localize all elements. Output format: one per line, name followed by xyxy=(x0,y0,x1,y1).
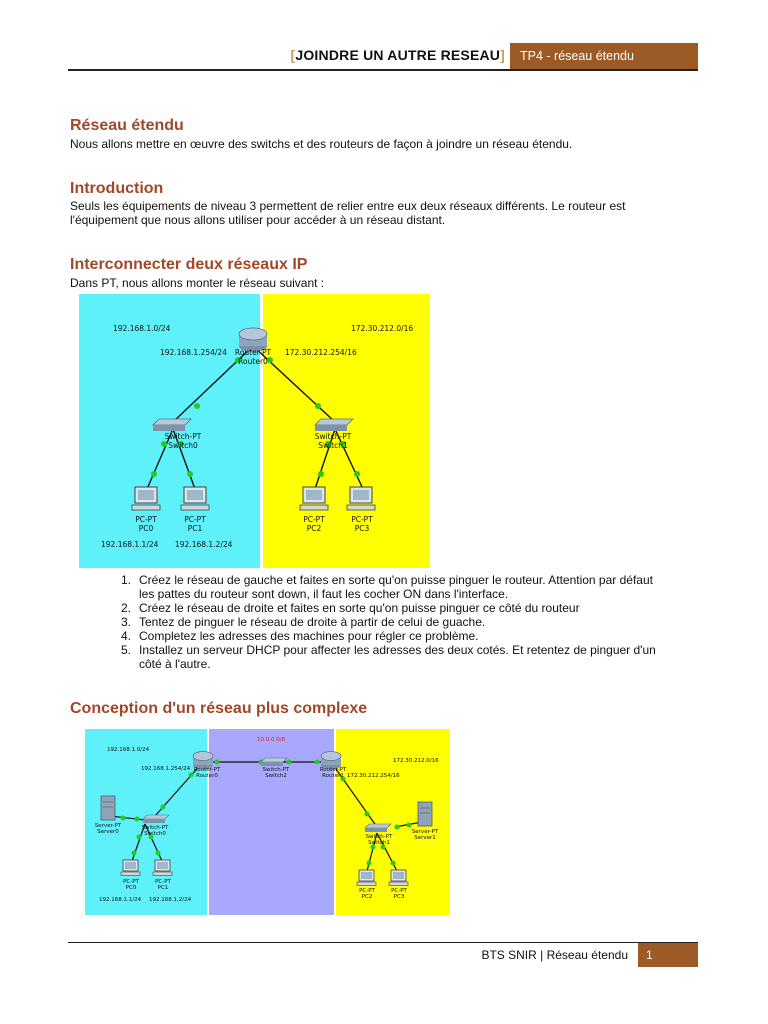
switch1-type-label: Switch-PT xyxy=(365,834,393,840)
list-item: 5. Installez un serveur DHCP pour affecter les adresses des deux cotés. Et retentez de pinguer d'un côté à l'autre. xyxy=(120,643,656,671)
heading-reseau-etendu: Réseau étendu xyxy=(70,117,184,134)
net-mid-label: 10.0.0.0/8 xyxy=(257,737,286,743)
net-right-label: 172.30.212.0/16 xyxy=(393,758,439,764)
list-item: 2. Créez le réseau de droite et faites en sorte qu'on puisse pinguer ce côté du routeur xyxy=(120,601,580,615)
switch2-type-label: Switch-PT xyxy=(262,767,290,773)
header-tab: TP4 - réseau étendu xyxy=(510,43,698,70)
paragraph-introduction-1: Seuls les équipements de niveau 3 permettent de relier entre eux deux réseaux différents. Le routeur est xyxy=(70,199,626,213)
pc0-type-label: PC-PT xyxy=(123,879,139,885)
heading-interconnecter: Interconnecter deux réseaux IP xyxy=(70,256,308,273)
router0-type-label: Router-PT xyxy=(193,767,221,773)
net-left-label: 192.168.1.0/24 xyxy=(107,747,150,753)
pc1-name-label: PC1 xyxy=(157,885,169,891)
pc-icon xyxy=(357,870,376,886)
pc0-type-label: PC-PT xyxy=(135,515,157,524)
server1-name-label: Server1 xyxy=(414,835,436,841)
list-item: 1. Créez le réseau de gauche et faites en sorte qu'on puisse pinguer le routeur. Attention par défaut les pattes du routeur sont down, il faut les cocher ON dans l'interface. xyxy=(120,573,653,601)
pc1-ip-label: 192.168.1.2/24 xyxy=(175,540,233,549)
switch0-type-label: Switch-PT xyxy=(164,432,202,441)
router0-name-label: Router0 xyxy=(196,773,218,779)
pc-icon xyxy=(153,860,172,876)
router1-name-label: Router1 xyxy=(322,773,344,779)
pc0-ip-label: 192.168.1.1/24 xyxy=(99,897,142,903)
pc-icon xyxy=(389,870,408,886)
pc0-name-label: PC0 xyxy=(138,524,154,533)
pc1-type-label: PC-PT xyxy=(155,879,171,885)
server0-name-label: Server0 xyxy=(97,829,119,835)
router0-if-label: 192.168.1.254/24 xyxy=(141,766,191,772)
server-icon xyxy=(101,796,115,820)
router-name-label: Router0 xyxy=(238,357,268,366)
pc-icon xyxy=(132,487,160,510)
pc3-name-label: PC3 xyxy=(354,524,370,533)
net-right-label: 172.30.212.0/16 xyxy=(351,324,414,333)
router-if-right-label: 172.30.212.254/16 xyxy=(285,348,357,357)
pc2-name-label: PC2 xyxy=(361,894,373,900)
router-if-left-label: 192.168.1.254/24 xyxy=(160,348,227,357)
pc2-type-label: PC-PT xyxy=(303,515,325,524)
switch1-type-label: Switch-PT xyxy=(314,432,352,441)
pc1-type-label: PC-PT xyxy=(184,515,206,524)
pc-icon xyxy=(121,860,140,876)
heading-conception: Conception d'un réseau plus complexe xyxy=(70,700,368,717)
router1-type-label: Router-PT xyxy=(319,767,347,773)
switch2-name-label: Switch2 xyxy=(265,773,287,779)
list-item: 3. Tentez de pinguer le réseau de droite à partir de celui de guache. xyxy=(120,615,486,629)
switch0-name-label: Switch0 xyxy=(168,441,198,450)
paragraph-interconnecter: Dans PT, nous allons monter le réseau suivant : xyxy=(70,276,325,290)
pc1-ip-label: 192.168.1.2/24 xyxy=(149,897,192,903)
header-divider xyxy=(68,69,698,71)
pc0-name-label: PC0 xyxy=(125,885,137,891)
pc0-ip-label: 192.168.1.1/24 xyxy=(101,540,159,549)
router-type-label: Router-PT xyxy=(234,348,272,357)
pc3-name-label: PC3 xyxy=(393,894,405,900)
pc1-name-label: PC1 xyxy=(187,524,203,533)
server1-type-label: Server-PT xyxy=(411,829,439,835)
pc-icon xyxy=(181,487,209,510)
server-icon xyxy=(418,802,432,826)
net-left-label: 192.168.1.0/24 xyxy=(113,324,171,333)
paragraph-introduction-2: l'équipement que nous allons utiliser pour accéder à un réseau distant. xyxy=(70,213,446,227)
footer-text: BTS SNIR | Réseau étendu xyxy=(481,948,628,962)
pc-icon xyxy=(347,487,375,510)
server0-type-label: Server-PT xyxy=(94,823,122,829)
switch1-name-label: Switch1 xyxy=(318,441,348,450)
pc2-type-label: PC-PT xyxy=(359,888,375,894)
pc3-type-label: PC-PT xyxy=(351,515,373,524)
steps-list xyxy=(120,573,709,671)
switch0-type-label: Switch-PT xyxy=(141,825,169,831)
pc3-type-label: PC-PT xyxy=(391,888,407,894)
document-title: [JOINDRE UN AUTRE RESEAU] xyxy=(290,47,505,63)
heading-introduction: Introduction xyxy=(70,180,164,197)
router1-if-label: 172.30.212.254/16 xyxy=(347,773,400,779)
switch0-name-label: Switch0 xyxy=(144,831,166,837)
network-diagram-simple xyxy=(79,294,430,568)
page-number: 1 xyxy=(638,943,698,967)
zone-mid xyxy=(209,729,334,915)
pc-icon xyxy=(300,487,328,510)
network-diagram-complex xyxy=(85,729,450,915)
pc2-name-label: PC2 xyxy=(306,524,322,533)
switch1-name-label: Switch1 xyxy=(368,840,390,846)
paragraph-intro: Nous allons mettre en œuvre des switchs et des routeurs de façon à joindre un réseau étendu. xyxy=(70,137,573,151)
footer-divider xyxy=(68,942,698,943)
list-item: 4. Completez les adresses des machines pour régler ce problème. xyxy=(120,629,479,643)
